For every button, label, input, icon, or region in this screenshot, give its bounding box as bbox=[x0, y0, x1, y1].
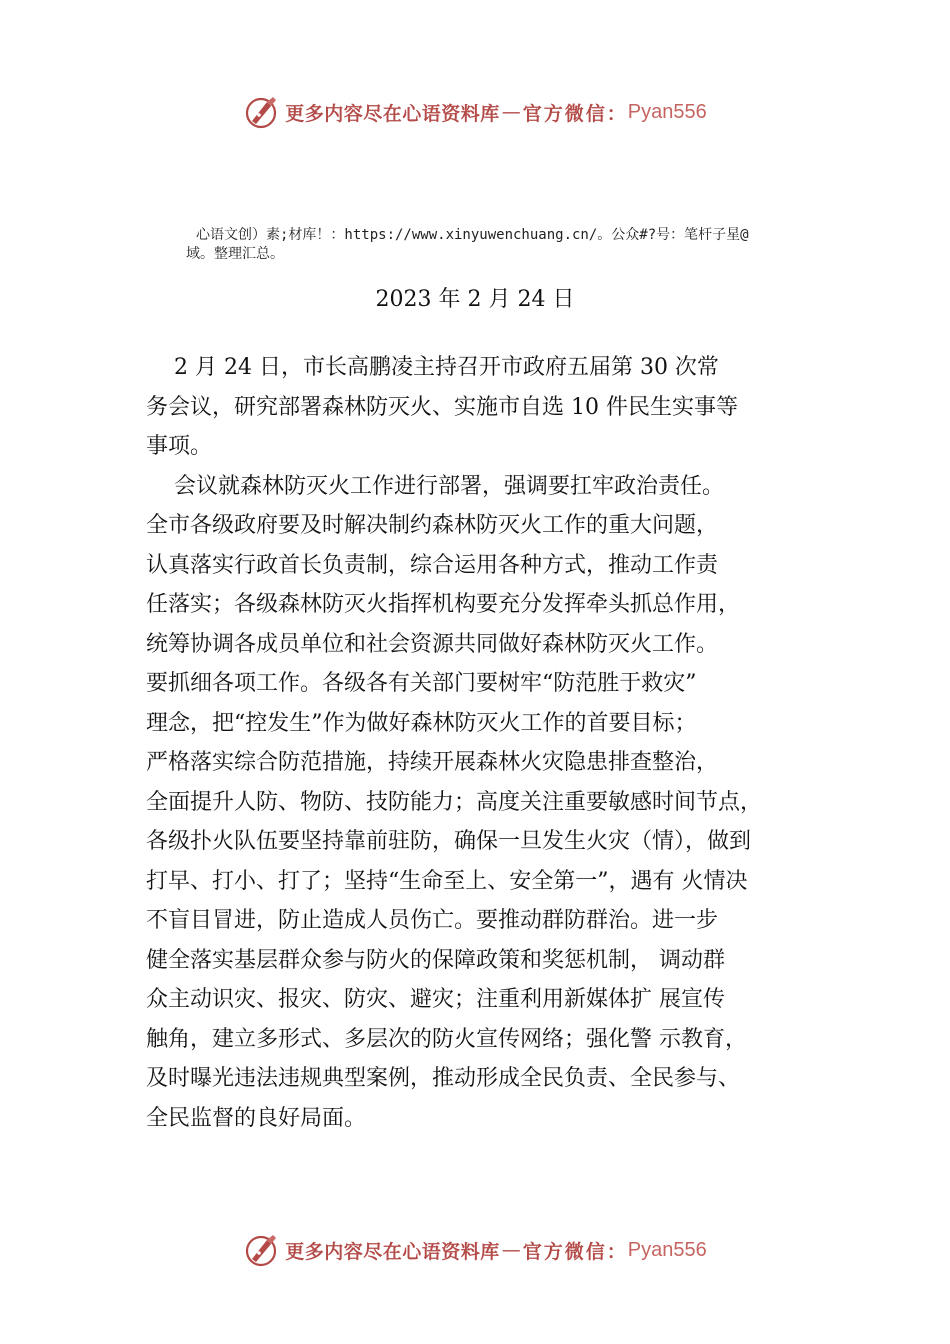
source-note-line-2: 域。整理汇总。 bbox=[186, 246, 284, 262]
paragraph-2-line: 全市各级政府要及时解决制约森林防灭火工作的重大问题， bbox=[146, 513, 719, 538]
paragraph-2-line: 及时曝光违法违规典型案例，推动形成全民负责、全民参与、 bbox=[146, 1066, 741, 1091]
paragraph-2-line: 触角，建立多形式、多层次的防火宣传网络；强化警 示教育， bbox=[146, 1026, 747, 1052]
paragraph-2-line: 任落实；各级森林防灭火指挥机构要充分发挥牵头抓总作用， bbox=[146, 592, 741, 617]
paragraph-2-line: 打早、打小、打了；坚持“生命至上、安全第一”，遇有 火情决 bbox=[146, 868, 748, 894]
paragraph-2-line: 不盲目冒进，防止造成人员伤亡。要推动群防群治。进一步 bbox=[146, 908, 719, 933]
paragraph-2-line: 全面提升人防、物防、技防能力；高度关注重要敏感时间节点， bbox=[146, 789, 763, 815]
banner-brand-text: 更多内容尽在心语资料库 bbox=[285, 102, 500, 125]
paragraph-1-line: 务会议，研究部署森林防灭火、实施市自选 10 件民生实事等 bbox=[146, 394, 738, 420]
paragraph-2-line: 统筹协调各成员单位和社会资源共同做好森林防灭火工作。 bbox=[146, 631, 719, 657]
paragraph-2-line: 众主动识灾、报灾、防灾、避灾；注重利用新媒体扩 展宣传 bbox=[146, 987, 725, 1012]
paragraph-2-line: 理念，把“控发生”作为做好森林防灭火工作的首要目标； bbox=[146, 710, 697, 736]
banner-separator: — bbox=[501, 101, 521, 123]
paragraph-2-line: 会议就森林防灭火工作进行部署，强调要扛牢政治责任。 bbox=[146, 473, 724, 499]
paragraph-1-line: 2 月 24 日，市长高鹏凌主持召开市政府五届第 30 次常 bbox=[146, 355, 719, 380]
banner-wechat-id: Pyan556 bbox=[627, 100, 707, 123]
document-date: 2023 年 2 月 24 日 bbox=[375, 287, 575, 312]
paragraph-2-line: 严格落实综合防范措施，持续开展森林火灾隐患排查整治， bbox=[146, 750, 719, 775]
pen-nib-logo-icon bbox=[243, 1232, 279, 1268]
banner-brand-text: 更多内容尽在心语资料库 bbox=[285, 1240, 500, 1263]
paragraph-2-line: 全民监督的良好局面。 bbox=[146, 1105, 367, 1131]
banner-wechat-label: 官方微信： bbox=[522, 102, 628, 125]
paragraph-2-line: 健全落实基层群众参与防火的保障政策和奖惩机制， 调动群 bbox=[146, 947, 725, 973]
paragraph-2-line: 要抓细各项工作。各级各有关部门要树牢“防范胜于救灾” bbox=[146, 671, 697, 696]
footer-banner bbox=[0, 1232, 950, 1268]
source-note bbox=[186, 226, 846, 264]
source-note-line-1: 心语文创）素;材库！：https://www.xinyuwenchuang.cn/。公众#?号：笔杆子星@ bbox=[196, 227, 749, 243]
banner-separator: — bbox=[501, 1239, 521, 1261]
pen-nib-logo-icon bbox=[243, 94, 279, 130]
banner-wechat-id: Pyan556 bbox=[627, 1238, 707, 1261]
banner-wechat-label: 官方微信： bbox=[522, 1240, 628, 1263]
paragraph-1-line: 事项。 bbox=[146, 434, 213, 459]
paragraph-2-line: 各级扑火队伍要坚持靠前驻防，确保一旦发生火灾（情），做到 bbox=[146, 829, 752, 854]
paragraph-2-line: 认真落实行政首长负责制，综合运用各种方式，推动工作责 bbox=[146, 552, 719, 578]
header-banner bbox=[0, 94, 950, 130]
document-body bbox=[146, 348, 846, 1138]
